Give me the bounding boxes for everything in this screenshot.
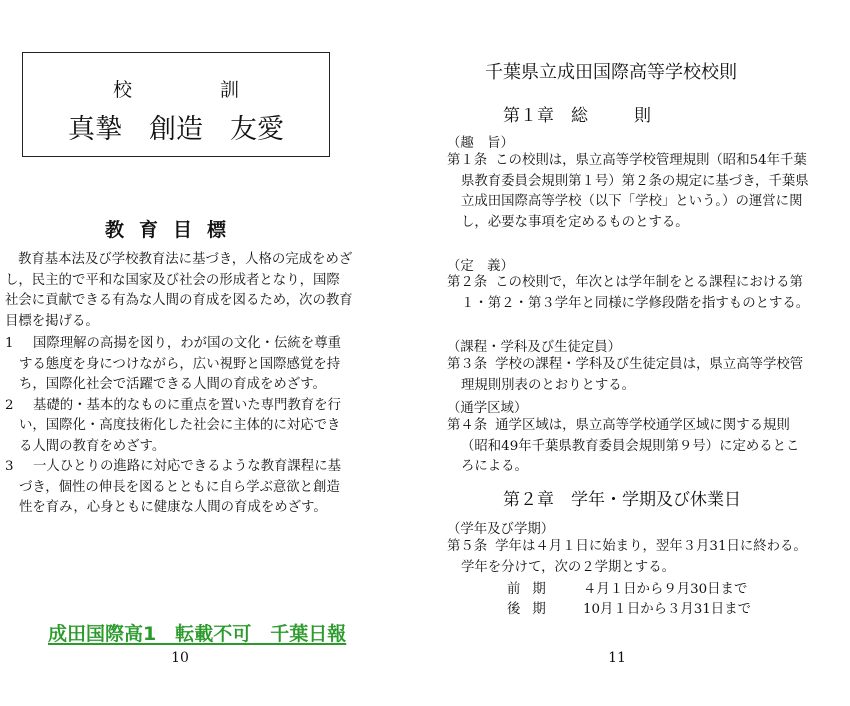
term-period: 10月１日から３月31日まで	[583, 602, 751, 617]
article-1	[447, 151, 811, 233]
article-label: 第２条	[447, 275, 488, 290]
education-goals-title: 教育目標	[105, 219, 242, 241]
motto-text: 真摯 創造 友愛	[68, 114, 284, 145]
section-caption: （趣 旨）	[447, 136, 514, 151]
section-caption: （学年及び学期）	[447, 522, 555, 537]
list-item	[5, 396, 353, 458]
page-number: 11	[608, 650, 626, 666]
section-caption: （定 義）	[447, 259, 514, 274]
chapter-name-part: 総	[571, 106, 588, 126]
list-item	[5, 457, 353, 519]
motto-heading: 校訓	[112, 79, 327, 101]
chapter-1-heading	[503, 101, 651, 126]
article-5	[447, 537, 811, 578]
term-row-second	[507, 598, 751, 617]
article-text: この校則で，年次とは学年制をとる課程における第１・第２・第３学年と同様に学修段階を指すものとする。	[461, 275, 810, 311]
list-item	[5, 334, 353, 396]
school-motto-box	[22, 52, 330, 157]
goal-text: 基礎的・基本的なものに重点を置いた専門教育を行い，国際化・高度技術化した社会に主体的に対応できる人間の教育をめざす。	[19, 397, 341, 454]
article-label: 第５条	[447, 539, 488, 554]
term-period: ４月１日から９月30日まで	[583, 582, 748, 597]
article-label: 第１条	[447, 153, 488, 168]
article-label: 第４条	[447, 418, 488, 433]
section-caption: （通学区域）	[447, 401, 528, 416]
copyright-banner: 成田国際高1 転載不可 千葉日報	[48, 623, 347, 645]
article-text: この校則は，県立高等学校管理規則（昭和54年千葉県教育委員会規則第１号）第２条の規定に基づき，千葉県立成田国際高等学校（以下「学校」という。）の運営に関し，必要な事項を定めるものとする。	[461, 153, 809, 230]
goal-number: 3	[5, 459, 14, 474]
page-number: 10	[171, 650, 189, 666]
article-text: 学校の課程・学科及び生徒定員は，県立高等学校管理規則別表のとおりとする。	[461, 357, 804, 393]
article-label: 第３条	[447, 357, 488, 372]
goal-number: 2	[5, 397, 14, 413]
section-caption: （課程・学科及び生徒定員）	[447, 340, 622, 355]
chapter-name-part: 則	[634, 106, 651, 126]
right-page	[425, 0, 850, 706]
education-goals-intro: 教育基本法及び学校教育法に基づき，人格の完成をめざし，民主的で平和な国家及び社会の形成者となり，国際社会に貢献できる有為な人間の育成を図るため，次の教育目標を掲げる。	[5, 252, 353, 329]
article-4	[447, 416, 811, 478]
goal-text: 国際理解の高揚を図り，わが国の文化・伝統を尊重する態度を身につけながら，広い視野と国際感覚を持ち，国際化社会で活躍できる人間の育成をめざす。	[19, 336, 341, 392]
chapter-name: 学年・学期及び休業日	[571, 490, 741, 510]
article-3	[447, 355, 811, 396]
article-text: 通学区域は，県立高等学校通学区域に関する規則（昭和49年千葉県教育委員会規則第９号）に定めるところによる。	[461, 418, 800, 474]
school-rules-title: 千葉県立成田国際高等学校校則	[485, 62, 737, 83]
education-goals-list	[5, 334, 353, 519]
goal-number: 1	[5, 336, 14, 351]
term-name: 後期	[507, 602, 558, 617]
chapter-2-heading	[503, 485, 741, 510]
chapter-label: 第２章	[503, 490, 554, 510]
goal-text: 一人ひとりの進路に対応できるような教育課程に基づき，個性の伸長を図るとともに自ら学ぶ意欲と創造性を育み，心身ともに健康な人間の育成をめざす。	[19, 459, 341, 515]
term-row-first	[507, 578, 747, 597]
article-2	[447, 273, 811, 314]
article-text: 学年は４月１日に始まり，翌年３月31日に終わる。学年を分けて，次の２学期とする。	[461, 539, 807, 575]
term-name: 前期	[507, 582, 558, 597]
chapter-label: 第１章	[503, 106, 554, 126]
